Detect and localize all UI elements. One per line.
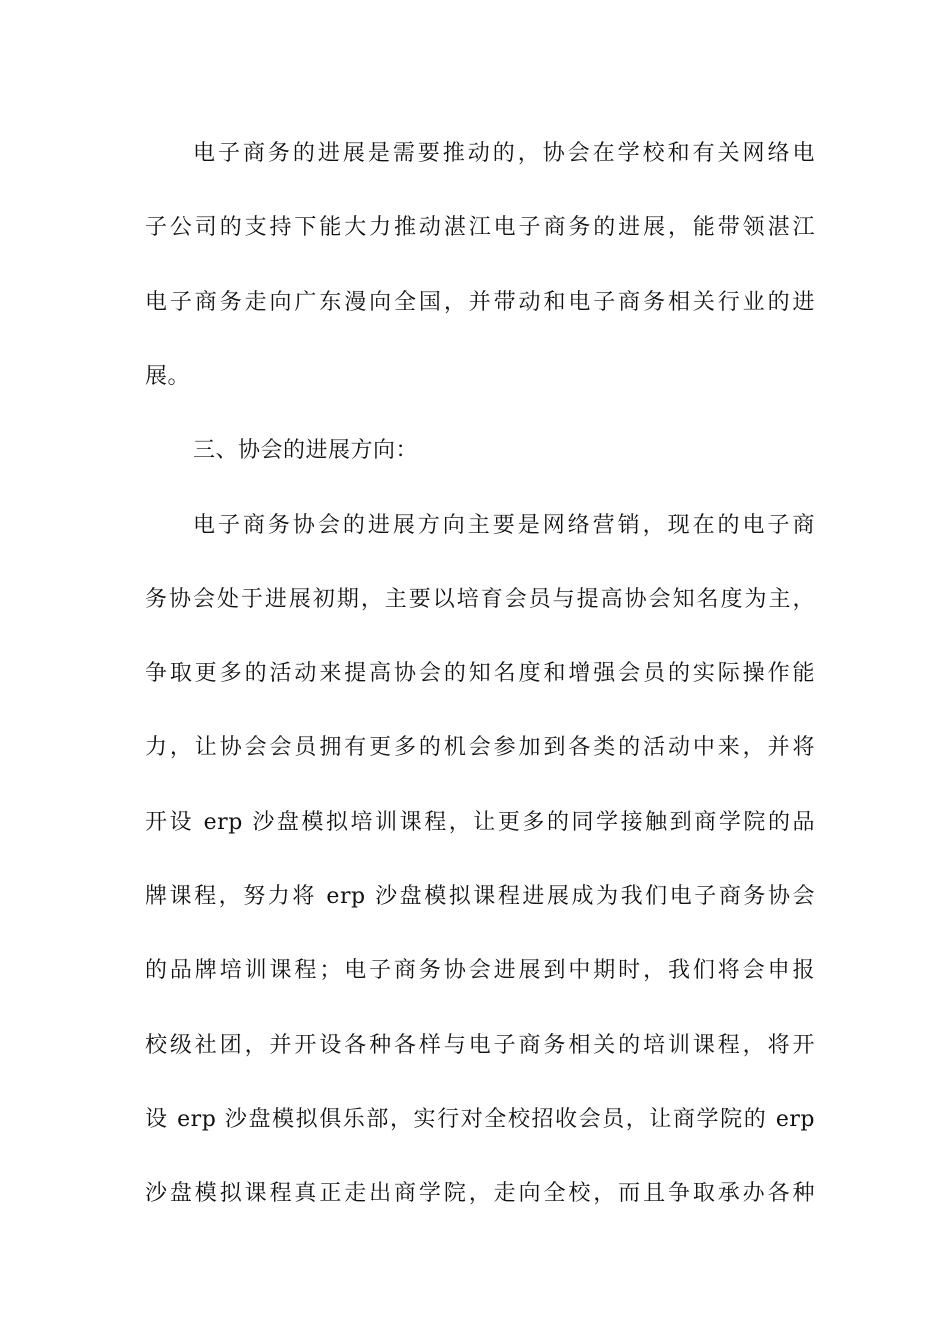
text-line: 电子商务协会的进展方向主要是网络营销，现在的电子商 (193, 513, 815, 538)
text-line: 争取更多的活动来提高协会的知名度和增强会员的实际操作能 (145, 661, 815, 686)
text-line: 电子商务走向广东漫向全国，并带动和电子商务相关行业的进 (145, 290, 815, 315)
text-line: 展。 (145, 364, 191, 389)
text-line: 开设 erp 沙盘模拟培训课程，让更多的同学接触到商学院的品 (145, 810, 815, 835)
text-line: 力，让协会会员拥有更多的机会参加到各类的活动中来，并将 (145, 735, 815, 760)
text-line: 校级社团，并开设各种各样与电子商务相关的培训课程，将开 (145, 1033, 815, 1058)
text-line: 务协会处于进展初期，主要以培育会员与提高协会知名度为主， (145, 587, 815, 612)
text-line: 沙盘模拟课程真正走出商学院，走向全校，而且争取承办各种 (145, 1181, 815, 1206)
text-line: 牌课程，努力将 erp 沙盘模拟课程进展成为我们电子商务协会 (145, 884, 815, 909)
text-line: 电子商务的进展是需要推动的，协会在学校和有关网络电 (193, 141, 815, 166)
text-line: 的品牌培训课程；电子商务协会进展到中期时，我们将会申报 (145, 958, 815, 983)
text-line: 子公司的支持下能大力推动湛江电子商务的进展，能带领湛江 (145, 215, 815, 240)
text-line: 三、协会的进展方向： (193, 438, 419, 463)
text-line: 设 erp 沙盘模拟俱乐部，实行对全校招收会员，让商学院的 erp (145, 1107, 815, 1132)
